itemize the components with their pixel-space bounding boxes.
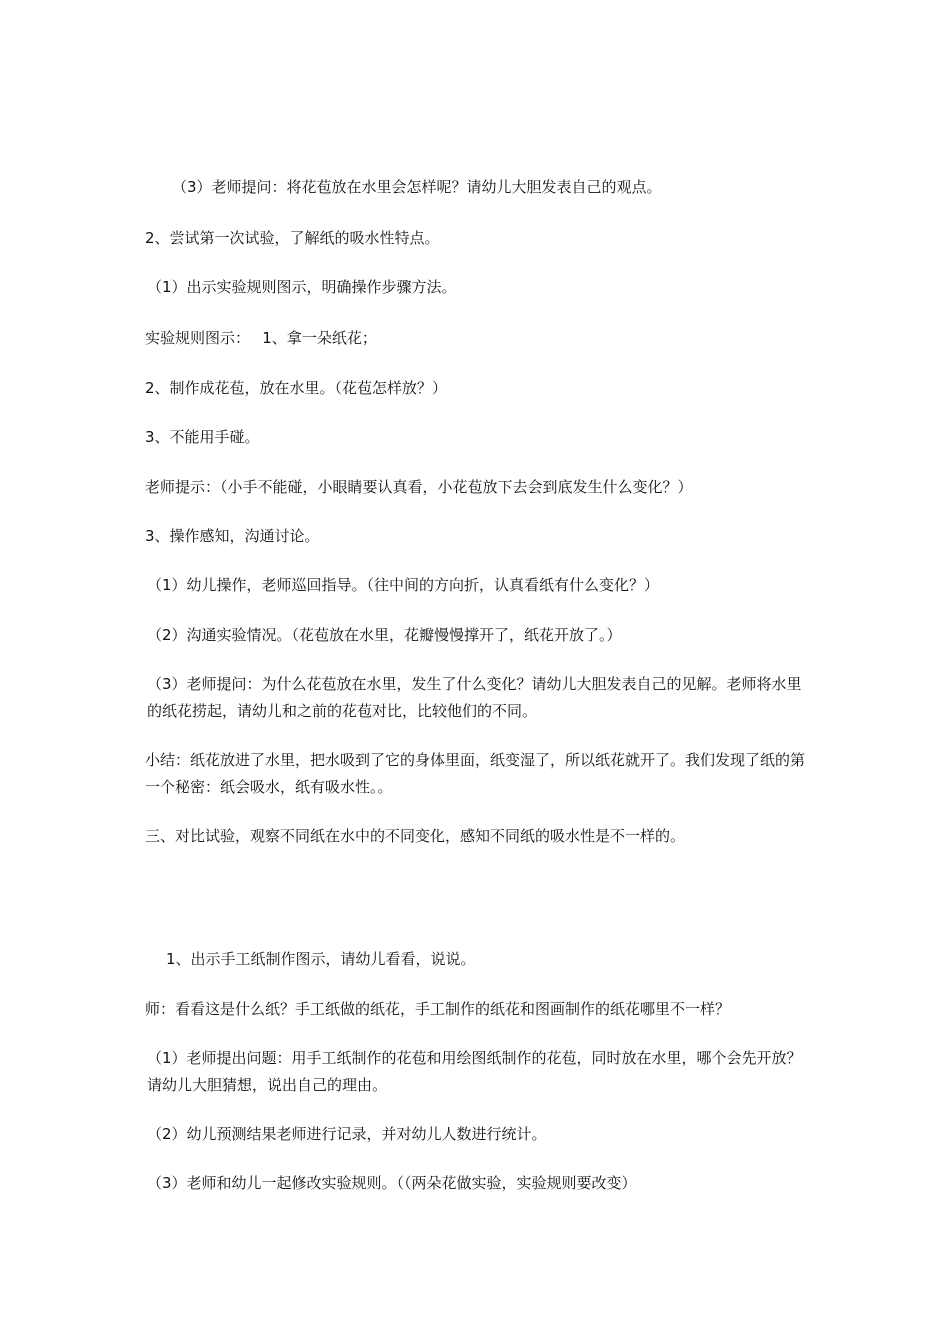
paragraph-summary: 小结：纸花放进了水里，把水吸到了它的身体里面，纸变湿了，所以纸花就开了。我们发现了纸的第一个秘密：纸会吸水，纸有吸水性。。 (145, 751, 806, 796)
paragraph-show-rules: （1）出示实验规则图示，明确操作步骤方法。 (147, 278, 457, 296)
paragraph-step-2-heading: 2、尝试第一次试验，了解纸的吸水性特点。 (145, 229, 440, 247)
paragraph-teacher-question-1: （3）老师提问：将花苞放在水里会怎样呢？请幼儿大胆发表自己的观点。 (172, 178, 662, 196)
paragraph-step-3-heading: 3、操作感知，沟通讨论。 (145, 527, 320, 545)
paragraph-record-predictions: （2）幼儿预测结果老师进行记录，并对幼儿人数进行统计。 (147, 1125, 547, 1143)
paragraph-modify-rules: （3）老师和幼儿一起修改实验规则。（（两朵花做实验，实验规则要改变） (147, 1174, 637, 1192)
paragraph-teacher-hint: 老师提示：（小手不能碰，小眼睛要认真看，小花苞放下去会到底发生什么变化？） (145, 478, 693, 496)
paragraph-teacher-question-2: （3）老师提问：为什么花苞放在水里，发生了什么变化？请幼儿大胆发表自己的见解。老师将水里的纸花捞起，请幼儿和之前的花苞对比，比较他们的不同。 (147, 675, 802, 720)
paragraph-rule-3: 3、不能用手碰。 (145, 428, 260, 446)
paragraph-teacher-asks: 师：看看这是什么纸？手工纸做的纸花，手工制作的纸花和图画制作的纸花哪里不一样？ (145, 1000, 731, 1018)
paragraph-handmade-paper-intro: 1、出示手工纸制作图示，请幼儿看看，说说。 (166, 950, 476, 968)
paragraph-discuss-results: （2）沟通实验情况。（花苞放在水里，花瓣慢慢撑开了，纸花开放了。） (147, 626, 622, 644)
paragraph-prediction-question: （1）老师提出问题：用手工纸制作的花苞和用绘图纸制作的花苞，同时放在水里，哪个会先开放？请幼儿大胆猜想，说出自己的理由。 (147, 1049, 802, 1094)
paragraph-section-3-heading: 三、对比试验，观察不同纸在水中的不同变化，感知不同纸的吸水性是不一样的。 (145, 827, 686, 845)
paragraph-child-operation: （1）幼儿操作，老师巡回指导。（往中间的方向折，认真看纸有什么变化？） (147, 576, 660, 594)
paragraph-rule-1: 实验规则图示： 1、拿一朵纸花； (145, 329, 377, 347)
paragraph-rule-2: 2、制作成花苞，放在水里。（花苞怎样放？） (145, 379, 448, 397)
